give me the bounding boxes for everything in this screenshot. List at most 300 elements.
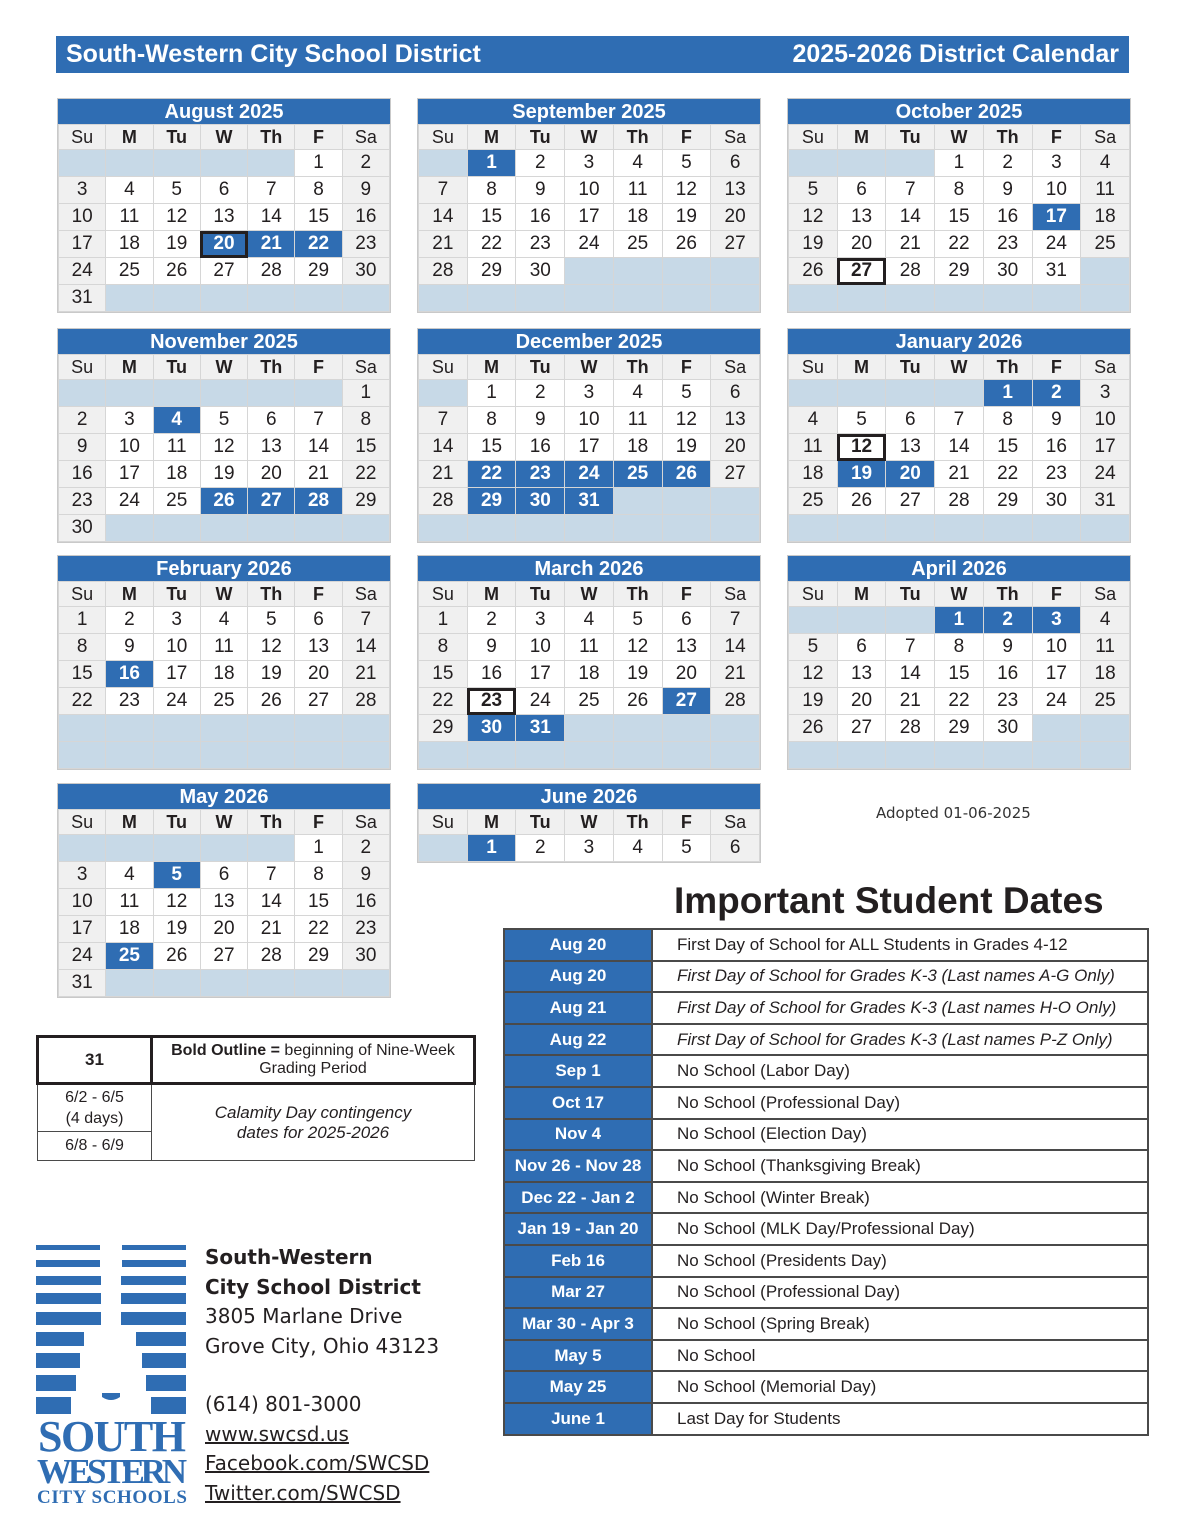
empty-cell: [153, 742, 200, 769]
day-cell: 2: [342, 150, 389, 177]
day-cell: 27: [248, 488, 295, 515]
month-calendar: [57, 98, 391, 313]
day-cell: 29: [467, 488, 516, 515]
day-cell: 20: [837, 688, 886, 715]
day-cell: 18: [200, 661, 247, 688]
empty-cell: [248, 742, 295, 769]
day-cell: 31: [59, 970, 106, 997]
day-cell: 30: [342, 943, 389, 970]
day-cell: 22: [935, 231, 984, 258]
important-event: No School (Professional Day): [652, 1277, 1148, 1309]
day-cell: 24: [565, 461, 614, 488]
day-cell: 19: [613, 661, 662, 688]
empty-cell: [342, 970, 389, 997]
important-event: Last Day for Students: [652, 1403, 1148, 1435]
empty-cell: [711, 715, 760, 742]
empty-cell: [613, 285, 662, 312]
day-cell: 16: [342, 204, 389, 231]
day-cell: 29: [467, 258, 516, 285]
day-cell: 8: [467, 177, 516, 204]
day-cell: 22: [342, 461, 389, 488]
important-event: No School: [652, 1340, 1148, 1372]
important-date-row: [504, 1087, 1148, 1119]
important-event: No School (Election Day): [652, 1119, 1148, 1151]
important-event: No School (Thanksgiving Break): [652, 1150, 1148, 1182]
empty-cell: [248, 285, 295, 312]
month-calendar: [417, 98, 761, 313]
empty-cell: [295, 715, 342, 742]
day-cell: 20: [200, 231, 247, 258]
weekday-header: Su: [419, 582, 468, 607]
empty-cell: [59, 715, 106, 742]
day-cell: 29: [419, 715, 468, 742]
day-cell: 26: [837, 488, 886, 515]
day-cell: 8: [467, 407, 516, 434]
month-title: December 2025: [418, 329, 760, 354]
day-cell: 9: [516, 177, 565, 204]
day-cell: 7: [935, 407, 984, 434]
empty-cell: [200, 285, 247, 312]
empty-cell: [342, 515, 389, 542]
important-date: Aug 20: [504, 961, 652, 993]
day-cell: 13: [200, 889, 247, 916]
day-cell: 16: [1032, 434, 1081, 461]
day-cell: 3: [106, 407, 153, 434]
day-cell: 6: [711, 380, 760, 407]
day-cell: 1: [59, 607, 106, 634]
day-cell: 15: [935, 661, 984, 688]
day-cell: 4: [613, 380, 662, 407]
day-cell: 16: [983, 661, 1032, 688]
day-cell: 26: [789, 715, 838, 742]
day-cell: 26: [613, 688, 662, 715]
empty-cell: [1032, 285, 1081, 312]
weekday-header: W: [935, 582, 984, 607]
day-cell: 21: [295, 461, 342, 488]
weekday-header: F: [662, 582, 711, 607]
day-cell: 7: [711, 607, 760, 634]
day-cell: 4: [106, 177, 153, 204]
day-cell: 17: [106, 461, 153, 488]
month-title: May 2026: [58, 784, 390, 809]
month-title: October 2025: [788, 99, 1130, 124]
weekday-header: F: [662, 810, 711, 835]
contact-phone: (614) 801-3000: [205, 1392, 362, 1416]
important-date-row: [504, 1150, 1148, 1182]
day-cell: 26: [662, 461, 711, 488]
weekday-header: Sa: [711, 125, 760, 150]
day-cell: 28: [419, 488, 468, 515]
day-cell: 21: [248, 231, 295, 258]
day-cell: 8: [935, 634, 984, 661]
contact-street: 3805 Marlane Drive: [205, 1304, 403, 1328]
day-cell: 27: [837, 258, 886, 285]
day-cell: 3: [565, 835, 614, 862]
weekday-header: Sa: [711, 582, 760, 607]
day-cell: 28: [342, 688, 389, 715]
day-cell: 8: [59, 634, 106, 661]
day-cell: 12: [789, 204, 838, 231]
empty-cell: [1081, 742, 1130, 769]
empty-cell: [613, 742, 662, 769]
weekday-header: Sa: [711, 810, 760, 835]
day-cell: 17: [1081, 434, 1130, 461]
day-cell: 21: [935, 461, 984, 488]
day-cell: 23: [59, 488, 106, 515]
empty-cell: [467, 515, 516, 542]
day-cell: 28: [935, 488, 984, 515]
day-cell: 11: [1081, 177, 1130, 204]
day-cell: 22: [467, 231, 516, 258]
weekday-header: Sa: [342, 125, 389, 150]
day-cell: 29: [295, 258, 342, 285]
day-cell: 22: [983, 461, 1032, 488]
empty-cell: [200, 515, 247, 542]
day-cell: 4: [565, 607, 614, 634]
day-cell: 23: [106, 688, 153, 715]
empty-cell: [59, 150, 106, 177]
day-cell: 6: [248, 407, 295, 434]
day-cell: 5: [789, 634, 838, 661]
day-cell: 9: [467, 634, 516, 661]
day-cell: 7: [342, 607, 389, 634]
day-cell: 19: [153, 231, 200, 258]
day-cell: 31: [1032, 258, 1081, 285]
day-cell: 24: [1032, 231, 1081, 258]
day-cell: 14: [248, 889, 295, 916]
day-cell: 1: [295, 150, 342, 177]
empty-cell: [886, 150, 935, 177]
day-cell: 5: [613, 607, 662, 634]
day-cell: 7: [419, 407, 468, 434]
day-cell: 15: [467, 204, 516, 231]
empty-cell: [419, 742, 468, 769]
empty-cell: [789, 742, 838, 769]
day-cell: 2: [516, 150, 565, 177]
day-cell: 30: [342, 258, 389, 285]
empty-cell: [711, 285, 760, 312]
empty-cell: [983, 515, 1032, 542]
day-cell: 7: [419, 177, 468, 204]
day-cell: 21: [419, 231, 468, 258]
weekday-header: W: [935, 355, 984, 380]
day-cell: 19: [200, 461, 247, 488]
website-link[interactable]: www.swcsd.us: [205, 1421, 349, 1446]
legend-calamity-desc: Calamity Day contingency dates for 2025-2026: [152, 1084, 475, 1161]
day-cell: 9: [1032, 407, 1081, 434]
day-cell: 14: [935, 434, 984, 461]
important-date-row: [504, 961, 1148, 993]
day-cell: 11: [153, 434, 200, 461]
weekday-header: Su: [419, 355, 468, 380]
weekday-header: Su: [789, 125, 838, 150]
day-cell: 27: [662, 688, 711, 715]
day-cell: 26: [153, 943, 200, 970]
day-cell: 10: [59, 204, 106, 231]
day-cell: 29: [935, 715, 984, 742]
empty-cell: [565, 742, 614, 769]
empty-cell: [662, 515, 711, 542]
empty-cell: [837, 150, 886, 177]
day-cell: 8: [342, 407, 389, 434]
day-cell: 16: [516, 204, 565, 231]
day-cell: 25: [200, 688, 247, 715]
weekday-header: M: [467, 810, 516, 835]
empty-cell: [295, 742, 342, 769]
empty-cell: [789, 150, 838, 177]
day-cell: 3: [516, 607, 565, 634]
month-title: February 2026: [58, 556, 390, 581]
weekday-header: F: [1032, 355, 1081, 380]
day-cell: 10: [1032, 634, 1081, 661]
day-cell: 8: [983, 407, 1032, 434]
calamity-range1-text: 6/2 - 6/5: [65, 1089, 124, 1106]
important-date-row: [504, 1245, 1148, 1277]
weekday-header: Tu: [886, 355, 935, 380]
day-cell: 13: [662, 634, 711, 661]
empty-cell: [419, 285, 468, 312]
day-cell: 4: [200, 607, 247, 634]
important-date-row: [504, 1182, 1148, 1214]
day-cell: 13: [711, 177, 760, 204]
empty-cell: [59, 835, 106, 862]
empty-cell: [200, 742, 247, 769]
important-date-row: [504, 1119, 1148, 1151]
empty-cell: [295, 285, 342, 312]
day-cell: 17: [565, 204, 614, 231]
day-cell: 23: [467, 688, 516, 715]
day-cell: 1: [295, 835, 342, 862]
day-cell: 28: [295, 488, 342, 515]
month-calendar: [57, 555, 391, 770]
empty-cell: [153, 715, 200, 742]
day-cell: 28: [419, 258, 468, 285]
day-cell: 5: [837, 407, 886, 434]
day-cell: 28: [248, 943, 295, 970]
empty-cell: [106, 380, 153, 407]
day-cell: 17: [565, 434, 614, 461]
weekday-header: Sa: [711, 355, 760, 380]
weekday-header: Sa: [342, 810, 389, 835]
empty-cell: [153, 380, 200, 407]
header-bar: [56, 36, 1129, 73]
day-cell: 21: [711, 661, 760, 688]
calendar-title: 2025-2026 District Calendar: [792, 40, 1119, 68]
legend-table: [36, 1035, 476, 1161]
empty-cell: [200, 380, 247, 407]
weekday-header: Th: [248, 355, 295, 380]
day-cell: 2: [516, 835, 565, 862]
day-cell: 22: [295, 231, 342, 258]
day-cell: 15: [419, 661, 468, 688]
day-cell: 18: [106, 916, 153, 943]
weekday-header: Th: [613, 355, 662, 380]
important-date-row: [504, 992, 1148, 1024]
day-cell: 17: [1032, 661, 1081, 688]
weekday-header: Tu: [516, 125, 565, 150]
day-cell: 18: [153, 461, 200, 488]
day-cell: 1: [419, 607, 468, 634]
day-cell: 15: [467, 434, 516, 461]
day-cell: 1: [467, 835, 516, 862]
important-date: May 5: [504, 1340, 652, 1372]
empty-cell: [837, 380, 886, 407]
day-cell: 14: [419, 204, 468, 231]
day-cell: 2: [1032, 380, 1081, 407]
day-cell: 10: [59, 889, 106, 916]
day-cell: 7: [886, 177, 935, 204]
day-cell: 26: [153, 258, 200, 285]
day-cell: 26: [200, 488, 247, 515]
important-date-row: [504, 1213, 1148, 1245]
day-cell: 7: [248, 862, 295, 889]
important-date: June 1: [504, 1403, 652, 1435]
day-cell: 20: [711, 204, 760, 231]
important-event: First Day of School for Grades K-3 (Last names A-G Only): [652, 961, 1148, 993]
facebook-link[interactable]: Facebook.com/SWCSD: [205, 1451, 430, 1475]
weekday-header: Tu: [886, 125, 935, 150]
day-cell: 1: [935, 150, 984, 177]
day-cell: 24: [59, 943, 106, 970]
day-cell: 21: [342, 661, 389, 688]
day-cell: 13: [837, 661, 886, 688]
day-cell: 30: [59, 515, 106, 542]
day-cell: 11: [106, 889, 153, 916]
important-event: No School (MLK Day/Professional Day): [652, 1213, 1148, 1245]
month-title: March 2026: [418, 556, 760, 581]
day-cell: 22: [59, 688, 106, 715]
empty-cell: [419, 835, 468, 862]
day-cell: 12: [662, 407, 711, 434]
day-cell: 6: [200, 177, 247, 204]
day-cell: 4: [1081, 607, 1130, 634]
day-cell: 25: [153, 488, 200, 515]
day-cell: 10: [1081, 407, 1130, 434]
important-date: Aug 21: [504, 992, 652, 1024]
day-cell: 18: [106, 231, 153, 258]
legend-bold-desc: beginning of Nine-Week Grading Period: [259, 1042, 455, 1077]
day-cell: 11: [565, 634, 614, 661]
day-cell: 27: [711, 461, 760, 488]
empty-cell: [935, 742, 984, 769]
day-cell: 3: [59, 177, 106, 204]
empty-cell: [59, 380, 106, 407]
empty-cell: [837, 742, 886, 769]
important-event: No School (Memorial Day): [652, 1371, 1148, 1403]
empty-cell: [662, 488, 711, 515]
weekday-header: Sa: [1081, 582, 1130, 607]
important-date: Nov 26 - Nov 28: [504, 1150, 652, 1182]
important-event: No School (Presidents Day): [652, 1245, 1148, 1277]
weekday-header: M: [106, 810, 153, 835]
day-cell: 9: [59, 434, 106, 461]
contact-name-line1: South-Western: [205, 1245, 373, 1269]
day-cell: 18: [613, 434, 662, 461]
weekday-header: Su: [419, 125, 468, 150]
empty-cell: [711, 258, 760, 285]
important-dates-title: Important Student Dates: [674, 880, 1104, 921]
empty-cell: [565, 515, 614, 542]
empty-cell: [1081, 258, 1130, 285]
weekday-header: F: [662, 355, 711, 380]
day-cell: 5: [153, 862, 200, 889]
day-cell: 27: [200, 943, 247, 970]
important-date-row: [504, 1403, 1148, 1435]
weekday-header: Th: [613, 810, 662, 835]
empty-cell: [419, 150, 468, 177]
empty-cell: [662, 715, 711, 742]
day-cell: 13: [200, 204, 247, 231]
day-cell: 6: [711, 835, 760, 862]
weekday-header: W: [200, 582, 247, 607]
twitter-link[interactable]: Twitter.com/SWCSD: [205, 1480, 401, 1505]
day-cell: 24: [106, 488, 153, 515]
important-date-row: [504, 1277, 1148, 1309]
day-cell: 1: [467, 150, 516, 177]
legend-bold-label: Bold Outline =: [171, 1042, 280, 1059]
empty-cell: [106, 715, 153, 742]
important-date-row: [504, 929, 1148, 961]
day-cell: 3: [565, 380, 614, 407]
important-date: Feb 16: [504, 1245, 652, 1277]
empty-cell: [837, 607, 886, 634]
empty-cell: [711, 515, 760, 542]
day-cell: 31: [516, 715, 565, 742]
day-cell: 28: [711, 688, 760, 715]
day-cell: 19: [837, 461, 886, 488]
important-date: May 25: [504, 1371, 652, 1403]
weekday-header: W: [565, 355, 614, 380]
important-event: No School (Labor Day): [652, 1055, 1148, 1087]
weekday-header: F: [295, 125, 342, 150]
logo-south: SOUTH: [38, 1412, 186, 1461]
day-cell: 22: [419, 688, 468, 715]
day-cell: 3: [565, 150, 614, 177]
weekday-header: Tu: [153, 355, 200, 380]
day-cell: 25: [613, 461, 662, 488]
empty-cell: [248, 715, 295, 742]
weekday-header: F: [295, 810, 342, 835]
day-cell: 28: [886, 715, 935, 742]
day-cell: 19: [248, 661, 295, 688]
day-cell: 3: [153, 607, 200, 634]
day-cell: 3: [59, 862, 106, 889]
day-cell: 8: [295, 862, 342, 889]
empty-cell: [837, 285, 886, 312]
day-cell: 25: [789, 488, 838, 515]
empty-cell: [516, 515, 565, 542]
weekday-header: F: [1032, 582, 1081, 607]
month-calendar: [787, 555, 1131, 770]
weekday-header: Th: [248, 582, 295, 607]
bell-logo-icon: [36, 1245, 188, 1505]
empty-cell: [711, 742, 760, 769]
day-cell: 16: [516, 434, 565, 461]
weekday-header: F: [295, 582, 342, 607]
empty-cell: [516, 285, 565, 312]
contact-block: [205, 1243, 439, 1508]
empty-cell: [565, 258, 614, 285]
day-cell: 23: [983, 688, 1032, 715]
empty-cell: [106, 285, 153, 312]
day-cell: 5: [662, 150, 711, 177]
empty-cell: [419, 380, 468, 407]
day-cell: 14: [886, 661, 935, 688]
day-cell: 1: [467, 380, 516, 407]
empty-cell: [565, 285, 614, 312]
day-cell: 17: [1032, 204, 1081, 231]
day-cell: 14: [248, 204, 295, 231]
